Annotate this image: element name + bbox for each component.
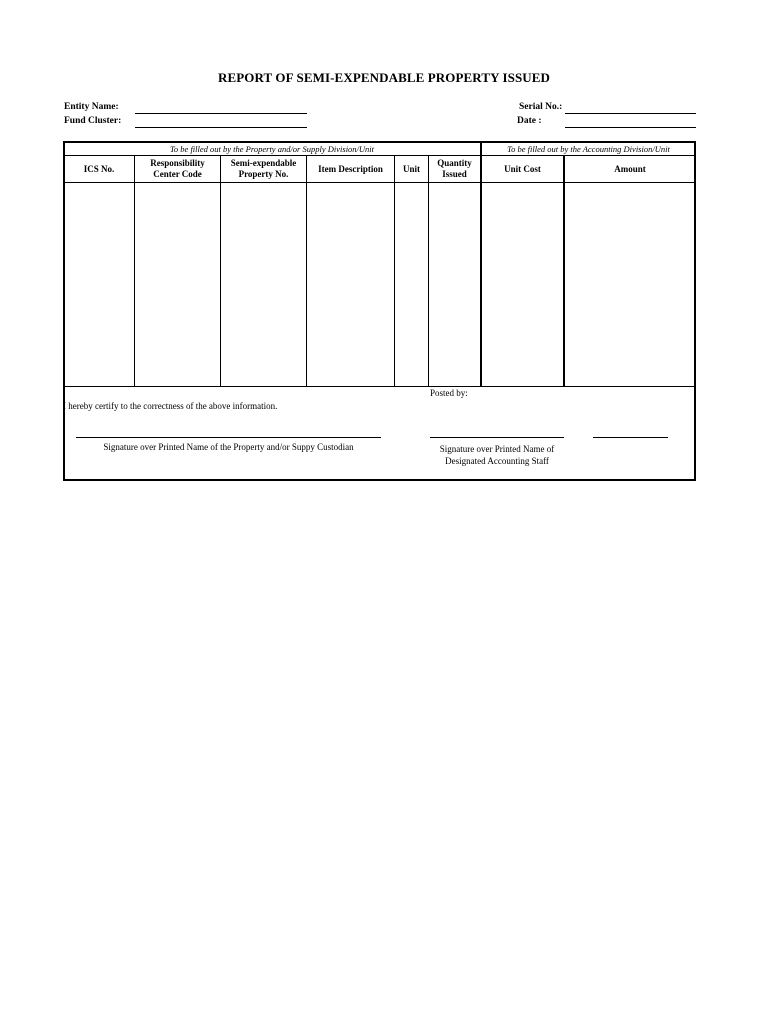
entity-name-field[interactable] xyxy=(135,113,307,114)
fund-cluster-label: Fund Cluster: xyxy=(64,116,122,126)
col-amount: Amount xyxy=(614,163,646,174)
date-label: Date : xyxy=(517,116,542,126)
col-divider xyxy=(563,155,565,387)
col-divider xyxy=(428,155,429,387)
col-semi-expendable-property-no: Semi-expendable Property No. xyxy=(230,158,297,179)
posted-by-label: Posted by: xyxy=(430,388,468,398)
entity-name-label: Entity Name: xyxy=(64,102,119,112)
section-property: To be filled out by the Property and/or Supply Division/Unit xyxy=(169,144,375,154)
col-ics-no: ICS No. xyxy=(83,163,115,174)
accounting-signature-caption-line2: Designated Accounting Staff xyxy=(445,456,549,466)
col-item-description: Item Description xyxy=(318,163,383,174)
body-divider xyxy=(64,386,695,387)
fund-cluster-field[interactable] xyxy=(135,127,307,128)
col-divider xyxy=(394,155,395,387)
report-table xyxy=(63,141,696,481)
col-unit-cost: Unit Cost xyxy=(504,163,541,174)
custodian-signature-caption: Signature over Printed Name of the Property and/or Suppy Custodian xyxy=(103,442,354,452)
date-posted-line[interactable] xyxy=(593,437,668,438)
col-unit: Unit xyxy=(402,163,420,174)
page-title: REPORT OF SEMI-EXPENDABLE PROPERTY ISSUED xyxy=(217,70,551,85)
col-divider xyxy=(220,155,221,387)
accounting-signature-caption xyxy=(420,443,574,467)
serial-no-field[interactable] xyxy=(565,113,696,114)
serial-no-label: Serial No.: xyxy=(519,102,563,112)
accounting-signature-line[interactable] xyxy=(430,437,564,438)
col-divider xyxy=(306,155,307,387)
col-quantity-issued: Quantity Issued xyxy=(437,158,472,179)
date-field[interactable] xyxy=(565,127,696,128)
header-divider xyxy=(64,182,695,183)
col-responsibility-center-code: Responsibility Center Code xyxy=(150,158,205,179)
col-divider xyxy=(134,155,135,387)
custodian-signature-line[interactable] xyxy=(76,437,381,438)
certify-text: I hereby certify to the correctness of the above information. xyxy=(63,401,278,411)
section-accounting: To be filled out by the Accounting Division/Unit xyxy=(507,144,670,154)
accounting-signature-caption-line1: Signature over Printed Name of xyxy=(439,444,555,454)
